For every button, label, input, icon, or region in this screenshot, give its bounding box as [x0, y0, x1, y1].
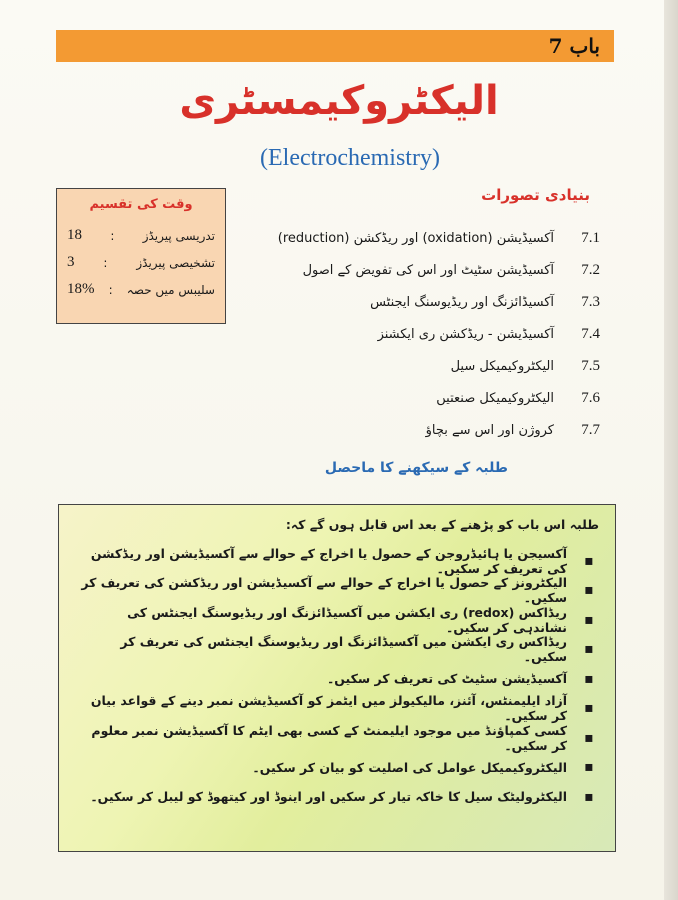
concept-text: آکسیڈائزنگ اور ریڈیوسنگ ایجنٹس — [370, 294, 554, 310]
concept-text: آکسیڈیشن سٹیٹ اور اس کی تفویض کے اصول — [302, 262, 554, 278]
concept-list — [250, 222, 600, 446]
concept-number: 7.5 — [581, 357, 600, 374]
outcome-text: الیکٹرونز کے حصول یا اخراج کے حوالے سے آکسیڈیشن اور ریڈکشن کی تعریف کر سکیں۔ — [81, 575, 567, 606]
outcome-item — [77, 694, 599, 724]
bullet-icon: ▪ — [584, 670, 594, 687]
time-row-separator: : — [103, 255, 108, 270]
concept-number: 7.2 — [581, 261, 600, 278]
outcome-item — [77, 635, 599, 665]
time-row-value: 18% — [67, 281, 95, 297]
outcome-item — [77, 723, 599, 753]
concept-item — [250, 286, 600, 318]
time-row-label: تشخیصی پیریڈز — [136, 255, 215, 270]
concept-text: کروژن اور اس سے بچاؤ — [425, 422, 554, 438]
concept-number: 7.6 — [581, 389, 600, 406]
outcome-text: کسی کمپاؤنڈ میں موجود ایلیمنٹ کے کسی بھی ایٹم کا آکسیڈیشن نمبر معلوم کر سکیں۔ — [91, 722, 567, 753]
bullet-icon: ▪ — [584, 759, 594, 776]
outcome-text: ریڈاکس ری ایکشن میں آکسیڈائزنگ اور ریڈیوسنگ ایجنٹس کی تعریف کر سکیں۔ — [120, 634, 567, 665]
concept-text: الیکٹروکیمیکل سیل — [450, 358, 554, 374]
concept-item — [250, 382, 600, 414]
time-row-separator: : — [108, 282, 113, 297]
outcome-item — [77, 782, 599, 812]
outcome-text: آکسیڈیشن سٹیٹ کی تعریف کر سکیں۔ — [326, 671, 567, 687]
concept-number: 7.1 — [581, 229, 600, 246]
time-row-value: 3 — [67, 254, 75, 270]
outcome-text: ریڈاکس (redox) ری ایکشن میں آکسیڈائزنگ اور ریڈیوسنگ ایجنٹس کی نشاندہی کر سکیں۔ — [127, 604, 567, 635]
outcome-text: آکسیجن یا ہائیڈروجن کے حصول یا اخراج کے حوالے سے آکسیڈیشن اور ریڈکشن کی تعریف کر سکیں۔ — [90, 545, 567, 576]
chapter-title-english: (Electrochemistry) — [260, 145, 440, 171]
outcome-text: آزاد ایلیمنٹس، آئنز، مالیکیولز میں ایٹمز کو آکسیڈیشن نمبر دینے کے قواعد بیان کر سکیں۔ — [90, 693, 567, 724]
concepts-heading: بنیادی تصورات — [481, 186, 590, 204]
learning-outcomes-heading: طلبہ کے سیکھنے کا ماحصل — [324, 460, 508, 476]
concept-number: 7.7 — [581, 421, 600, 438]
outcome-text: الیکٹروکیمیکل عوامل کی اصلیت کو بیان کر سکیں۔ — [252, 759, 567, 775]
outcome-item — [77, 546, 599, 576]
bullet-icon: ▪ — [584, 552, 594, 569]
chapter-label: باب 7 — [548, 34, 600, 58]
concept-item — [250, 222, 600, 254]
time-row-value: 18 — [67, 227, 83, 243]
bullet-icon: ▪ — [584, 641, 594, 658]
outcome-item — [77, 576, 599, 606]
concept-item — [250, 318, 600, 350]
page-binding-edge — [664, 0, 678, 900]
learning-outcomes-box — [58, 504, 616, 852]
bullet-icon: ▪ — [584, 700, 594, 717]
time-allocation-box — [56, 188, 226, 324]
outcome-item — [77, 605, 599, 635]
chapter-title-urdu: الیکٹروکیمسٹری — [179, 78, 499, 124]
outcome-text: الیکٹرولیٹک سیل کا خاکہ تیار کر سکیں اور اینوڈ اور کیتھوڈ کو لیبل کر سکیں۔ — [90, 789, 567, 805]
concept-item — [250, 350, 600, 382]
time-row-label: تدریسی پیریڈز — [142, 228, 215, 243]
chapter-header-bar — [56, 30, 614, 62]
time-row-separator: : — [110, 228, 115, 243]
outcome-item — [77, 753, 599, 783]
concept-number: 7.3 — [581, 293, 600, 310]
concept-item — [250, 254, 600, 286]
bullet-icon: ▪ — [584, 788, 594, 805]
concept-item — [250, 414, 600, 446]
concept-text: آکسیڈیشن (oxidation) اور ریڈکشن (reduction) — [277, 230, 554, 246]
bullet-icon: ▪ — [584, 729, 594, 746]
time-row-syllabus-share — [67, 276, 215, 303]
outcome-item — [77, 664, 599, 694]
learning-outcomes-intro: طلبہ اس باب کو پڑھنے کے بعد اس قابل ہوں گے کہ: — [285, 517, 599, 532]
time-row-assessment — [67, 249, 215, 276]
time-row-label: سلیبس میں حصہ — [126, 282, 215, 297]
time-row-teaching — [67, 222, 215, 249]
time-allocation-title: وقت کی تقسیم — [89, 197, 193, 212]
concept-text: آکسیڈیشن - ریڈکشن ری ایکشنز — [377, 326, 554, 342]
concept-text: الیکٹروکیمیکل صنعتیں — [436, 390, 554, 406]
concept-number: 7.4 — [581, 325, 600, 342]
bullet-icon: ▪ — [584, 611, 594, 628]
bullet-icon: ▪ — [584, 582, 594, 599]
